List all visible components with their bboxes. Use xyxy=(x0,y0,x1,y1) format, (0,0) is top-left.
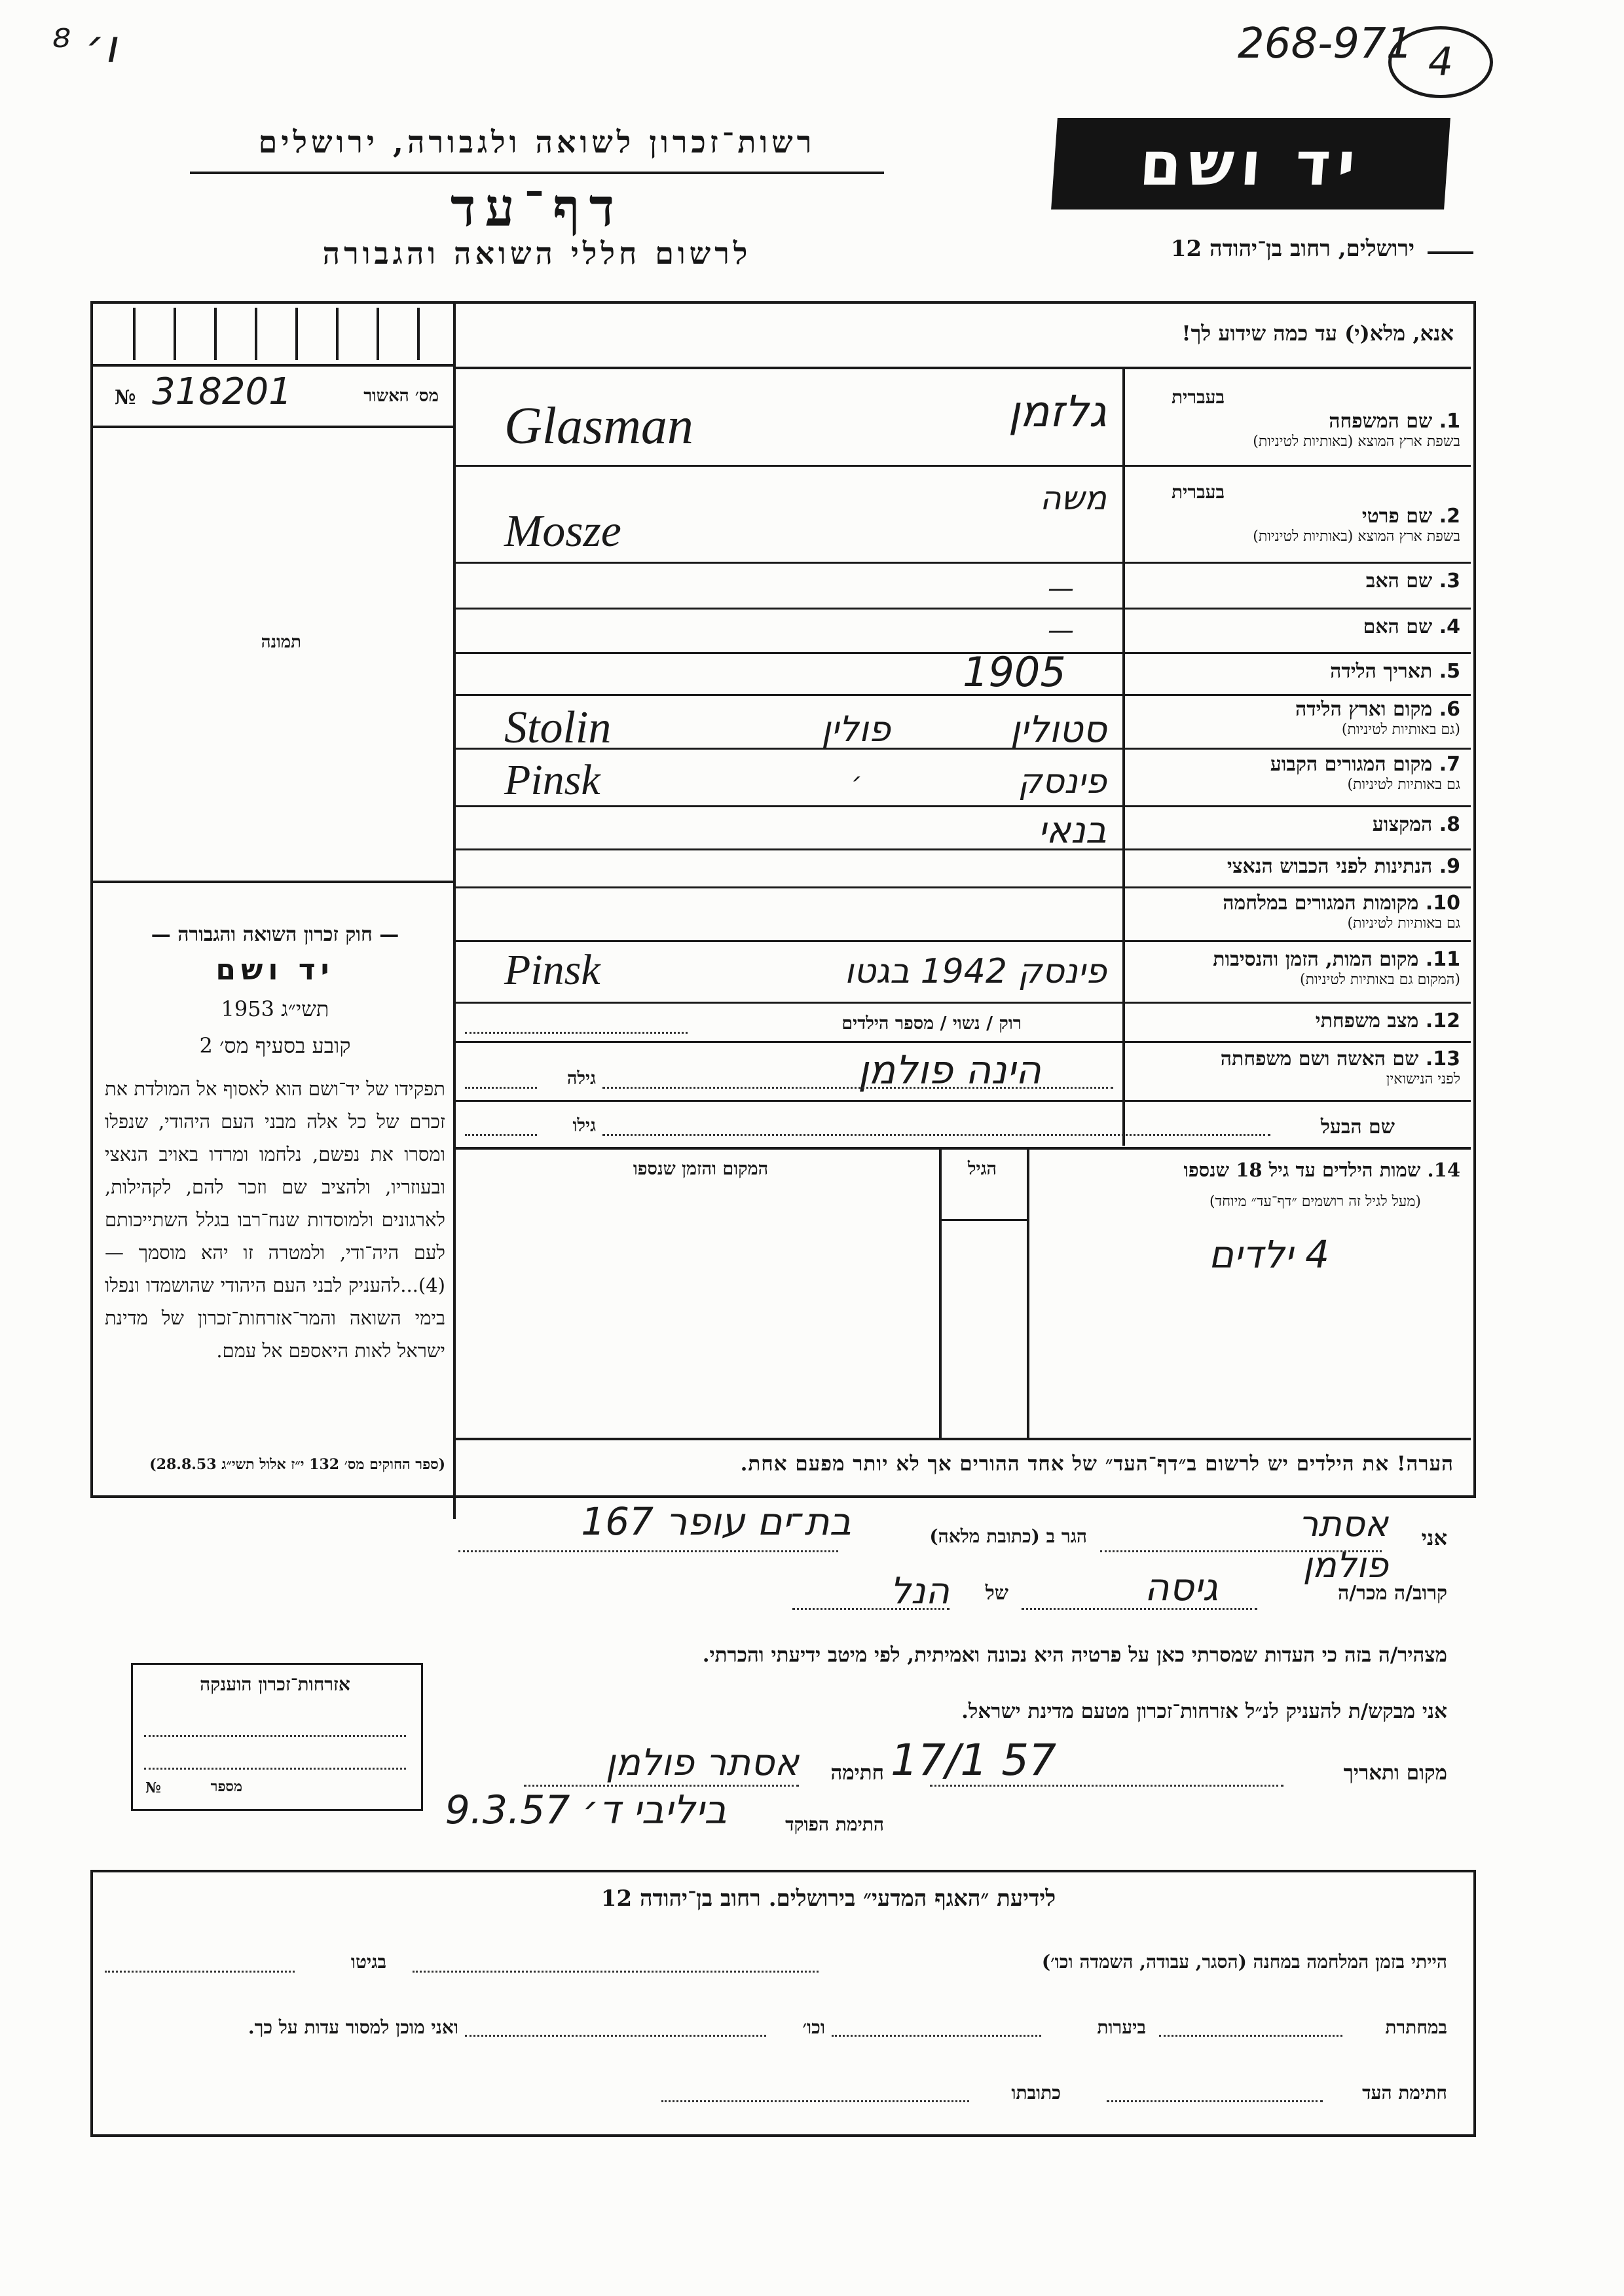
field-number: 10. xyxy=(1425,892,1460,915)
death-place-latin: Pinsk xyxy=(504,946,600,994)
left-column-divider xyxy=(453,301,456,1519)
citizenship-dots-1 xyxy=(144,1735,406,1737)
row-sep-10 xyxy=(456,940,1471,942)
field-label-text: שם האשה ושם משפחתה xyxy=(1220,1048,1419,1070)
decl-of-label: של xyxy=(985,1582,1008,1605)
surname-latin: Glasman xyxy=(504,397,693,455)
label-column-divider xyxy=(1122,367,1125,1146)
children-age-header: הגיל xyxy=(967,1159,997,1179)
field-number: 13. xyxy=(1425,1048,1460,1070)
field-label-3 xyxy=(1133,570,1460,592)
bottom-line2-b: ביערות xyxy=(1097,2016,1146,2038)
decl-place-date-label: מקום ותאריך xyxy=(1343,1761,1447,1785)
field-row-5 xyxy=(1133,660,1467,683)
husband-age-label: גילו xyxy=(572,1116,596,1136)
field-label-text: שם המשפחה xyxy=(1329,410,1433,433)
field-row-12 xyxy=(1133,1010,1467,1032)
bottom-line1-dots xyxy=(413,1971,819,1973)
approval-bottom-line xyxy=(93,426,454,428)
husband-label: שם הבעל xyxy=(1320,1116,1395,1139)
field-number: 5. xyxy=(1439,660,1460,683)
children-header-line xyxy=(942,1219,1027,1221)
birthplace-latin: Stolin xyxy=(504,702,612,753)
decl-i-label: אני xyxy=(1421,1525,1447,1550)
decl-address-dots xyxy=(458,1550,838,1552)
field-number: 6. xyxy=(1439,698,1460,721)
field-row-11 xyxy=(1133,948,1467,988)
approval-prefix: № xyxy=(115,386,136,409)
law-reference: (ספר החוקים מס׳ 132 י״ז אלול תשי״ג 28.8.53) xyxy=(149,1456,445,1473)
field-number: 12. xyxy=(1425,1010,1460,1032)
wife-age-label: גילה xyxy=(566,1068,596,1089)
field-sublabel: בשפת ארץ המוצא (באותיות לטיניות) xyxy=(1253,433,1460,450)
circled-page-number xyxy=(1388,26,1493,98)
law-logo: יד ושם xyxy=(215,953,335,987)
decl-of-dots xyxy=(792,1608,950,1610)
birth-date: 1905 xyxy=(963,648,1066,696)
decl-relation-dots xyxy=(1022,1608,1257,1610)
bottom-sig-dots xyxy=(1107,2100,1323,2102)
bottom-line2-dots-a xyxy=(1159,2035,1342,2037)
field-label-text: שם פרטי xyxy=(1361,505,1433,528)
field-number: 7. xyxy=(1439,753,1460,776)
field-number: 3. xyxy=(1439,570,1460,592)
citizenship-title: אזרחות־זכרון הוענקה xyxy=(200,1673,350,1695)
field-row-4 xyxy=(1133,615,1467,638)
form-instruction: אנא, מלא(י) עד כמה שידוע לך! xyxy=(1181,321,1454,346)
approval-number: 318201 xyxy=(152,371,292,413)
page-title: דף־עד xyxy=(450,177,624,238)
field-label-11 xyxy=(1133,948,1460,971)
approval-tick-strip xyxy=(95,308,452,360)
decl-date: 17/1 57 xyxy=(891,1735,1057,1785)
children-sub: (מעל לגיל זה רושמים ״דף־עד״ מיוחד) xyxy=(1209,1194,1421,1210)
children-col-divider-1 xyxy=(939,1150,942,1438)
field-label-8 xyxy=(1133,813,1460,836)
bottom-sig-label: חתימת העד xyxy=(1362,2082,1447,2104)
reference-number: 268-971 xyxy=(1238,20,1413,68)
decl-signature: אסתר פולמן xyxy=(605,1741,799,1784)
field-row-3 xyxy=(1133,570,1467,592)
field-sublabel: גם באותיות לטיניות) xyxy=(1347,776,1460,793)
circled-number-text: 4 xyxy=(1428,39,1454,85)
marital-dots xyxy=(465,1032,688,1034)
decl-officer-label: התימת הפוקד xyxy=(785,1813,884,1835)
bottom-addr-dots xyxy=(661,2100,969,2102)
firstname-hebrew: משה xyxy=(1039,479,1107,517)
husband-age-dots xyxy=(465,1134,537,1136)
note-top-line xyxy=(456,1438,1471,1440)
bottom-line1-start: הייתי בזמן המלחמה במחנה (הסגר, עבודה, השמדה וכו׳) xyxy=(1041,1951,1447,1973)
birth-country-hebrew: פולין xyxy=(821,708,891,750)
wife-age-dots xyxy=(465,1087,537,1089)
field-label-12 xyxy=(1133,1010,1460,1032)
decl-relation: גיסה xyxy=(1144,1565,1218,1609)
bottom-line1-end-dots xyxy=(105,1971,295,1973)
field-label-9 xyxy=(1133,855,1460,878)
field-label-7 xyxy=(1133,753,1460,776)
address-line: ירושלים, רחוב בן־יהודה 12 xyxy=(1170,236,1414,262)
children-label xyxy=(1041,1159,1460,1182)
field-row-13 xyxy=(1133,1048,1467,1087)
field-label-2 xyxy=(1133,505,1460,528)
field-label-5 xyxy=(1133,660,1460,683)
field-number: 9. xyxy=(1439,855,1460,878)
hebrew-col-header-2: בעברית xyxy=(1171,481,1225,503)
field-label-text: שם האם xyxy=(1363,615,1433,638)
children-entry: 4 ילדים xyxy=(1208,1232,1329,1277)
field-row-2 xyxy=(1133,505,1467,545)
citizenship-number-label: מספר xyxy=(210,1778,242,1795)
photo-label: תמונה xyxy=(261,632,301,652)
decl-witness-name: אסתר פולמן xyxy=(1298,1503,1388,1586)
residence-tick: ׳ xyxy=(851,767,862,797)
father-name-dash: — xyxy=(1048,574,1074,604)
field-number: 11. xyxy=(1425,948,1460,971)
children-place-header: המקום והזמן שנספו xyxy=(633,1159,769,1179)
field-number: 8. xyxy=(1439,813,1460,836)
field-label-text: תאריך הלידה xyxy=(1330,660,1433,683)
field-label-text: מצב משפחתי xyxy=(1315,1010,1419,1032)
field-sublabel: (המקום גם באותיות לטיניות) xyxy=(1300,972,1460,988)
surname-hebrew: גלזמן xyxy=(1008,386,1107,437)
bottom-line2-dots-c xyxy=(465,2035,766,2037)
law-body: תפקידו של יד־ושם הוא לאסוף אל המולדת את זכרם של כל אלה מבני העם היהודי, שנפלו ומסרו את נפשם, נלחמו ומרדו באויב הנאצי ובעוזריו, ולהציב שם וזכר להם, לקהילות, לארגונים ולמוסדות שנח־רבו בגלל השתייכותם לעם היה־ודי, ולמטרה זו יהא מוסמך — (4)...להעניק לבני העם היהודי שהושמדו ונפלו בימי השואה והמר־אזרחות־זכרון של מדינת ישראל לאות היאספם אל עמם. xyxy=(105,1078,445,1362)
field-label-13 xyxy=(1133,1048,1460,1070)
bottom-line2-c: וכו׳ xyxy=(802,2016,825,2038)
row-sep-3 xyxy=(456,608,1471,610)
decl-relation-label: קרוב/ה מכר/ה xyxy=(1338,1582,1447,1605)
note-text: הערה! את הילדים יש לרשום ב״דף־העד״ של אחד ההורים אך לא יותר מפעם אחת. xyxy=(740,1452,1454,1476)
approval-top-line xyxy=(93,364,454,367)
law-section: קובע בסעיף מס׳ 2 xyxy=(199,1033,351,1058)
decl-lives-label: הגר ב (כתובת מלאה) xyxy=(929,1525,1087,1547)
decl-of-value: הנל xyxy=(890,1570,950,1613)
field-number: 1. xyxy=(1439,410,1460,433)
citizenship-dots-2 xyxy=(144,1768,406,1770)
children-title: שמות הילדים עד גיל 18 שנספו xyxy=(1183,1159,1421,1181)
hebrew-col-header-1: בעברית xyxy=(1171,386,1225,408)
row-sep-11 xyxy=(456,1002,1471,1004)
field-sublabel: גם באותיות לטיניות) xyxy=(1347,915,1460,932)
field-sublabel: (גם באותיות לטיניות) xyxy=(1341,721,1460,738)
field-row-10 xyxy=(1133,892,1467,932)
field-row-7 xyxy=(1133,753,1467,793)
authority-underline xyxy=(190,172,884,174)
field-label-10 xyxy=(1133,892,1460,915)
decl-address: בת־ים עופר 167 xyxy=(581,1499,851,1544)
field-row-6 xyxy=(1133,698,1467,738)
field-row-9 xyxy=(1133,855,1467,878)
firstname-latin: Mosze xyxy=(504,506,621,556)
field-label-text: שם האב xyxy=(1365,570,1433,592)
row-sep-13 xyxy=(456,1100,1471,1102)
authority-line: רשות־זכרון לשואה ולגבורה, ירושלים xyxy=(258,124,816,160)
decl-signature-dots xyxy=(524,1785,799,1787)
row-sep-14 xyxy=(456,1147,1471,1150)
death-details-hebrew: פינסק 1942 בגטו xyxy=(844,952,1107,991)
field-label-text: מקומות המגורים במלחמה xyxy=(1223,892,1419,915)
page-subtitle: לרשום חללי השואה והגבורה xyxy=(322,236,752,271)
field-label-text: מקום המות, הזמן והנסיבות xyxy=(1213,948,1419,971)
wife-name-hebrew: הינה פולמן xyxy=(858,1048,1041,1093)
field-sublabel: לפני הנישואין xyxy=(1386,1071,1460,1087)
address-dash xyxy=(1428,251,1473,254)
field-label-text: מקום המגורים הקבוע xyxy=(1270,753,1433,776)
decl-date-dots xyxy=(930,1785,1283,1787)
decl-statement: מצהיר/ה בזה כי העדות שמסרתי כאן על פרטיה היא נכונה ואמיתית, לפי מיטב ידיעתי והכרתי. xyxy=(702,1643,1447,1667)
yad-vashem-logo xyxy=(1051,118,1450,210)
decl-name-dots xyxy=(1100,1550,1382,1552)
photo-bottom-line xyxy=(93,881,454,883)
row-sep-2 xyxy=(456,562,1471,564)
bottom-line1-end: בגיטו xyxy=(350,1951,386,1973)
citizenship-prefix: № xyxy=(145,1779,161,1796)
decl-signature-label: חתימה xyxy=(830,1761,884,1785)
corner-handwritten-mark: ו׳ ⁸ xyxy=(52,20,117,73)
field-number: 2. xyxy=(1439,505,1460,528)
decl-request: אני מבקש/ת להעניק לנ״ל אזרחות־זכרון מטעם מדינת ישראל. xyxy=(961,1700,1447,1723)
children-num: 14. xyxy=(1427,1159,1460,1181)
law-year: תשי״ג 1953 xyxy=(221,996,329,1021)
field-label-4 xyxy=(1133,615,1460,638)
approval-label: מס׳ האשור xyxy=(363,386,439,406)
bottom-addr-label: כתובתו xyxy=(1011,2082,1061,2104)
field-label-text: מקום וארץ הלידה xyxy=(1295,698,1433,721)
field-row-1 xyxy=(1133,410,1467,450)
field-row-8 xyxy=(1133,813,1467,836)
decl-officer-signature: ביליבי ד׳ 9.3.57 xyxy=(445,1787,727,1833)
field-label-text: המקצוע xyxy=(1372,813,1433,836)
row-sep-9 xyxy=(456,886,1471,888)
mother-name-dash: — xyxy=(1048,615,1074,646)
bottom-title: לידיעת ״האגף המדעי״ בירושלים. רחוב בן־יהודה 12 xyxy=(600,1886,1056,1912)
marital-options: רוק / נשוי / מספר הילדים xyxy=(841,1013,1022,1034)
bottom-line2-a: במחתרת xyxy=(1385,2016,1447,2038)
row-sep-1 xyxy=(456,465,1471,467)
residence-hebrew: פינסק xyxy=(1018,762,1107,801)
birthplace-hebrew: סטולין xyxy=(1010,708,1107,751)
field-label-text: הנתינות לפני הכבוש הנאצי xyxy=(1227,855,1433,878)
logo-text: יד ושם xyxy=(1137,128,1365,199)
children-col-divider-2 xyxy=(1027,1150,1029,1438)
field-sublabel: בשפת ארץ המוצא (באותיות לטיניות) xyxy=(1253,528,1460,545)
row-sep-12 xyxy=(456,1041,1471,1043)
husband-name-dots xyxy=(602,1134,1270,1136)
profession-hebrew: בנאי xyxy=(1038,809,1107,852)
bottom-line2-d: ואני מוכן למסור עדות על כך. xyxy=(248,2016,458,2038)
field-label-6 xyxy=(1133,698,1460,721)
row-sep-7 xyxy=(456,805,1471,807)
field-label-1 xyxy=(1133,410,1460,433)
wife-name-dots xyxy=(602,1087,1113,1089)
bottom-line2-dots-b xyxy=(832,2035,1041,2037)
instruction-separator xyxy=(456,367,1471,369)
law-title: — חוק זכרון השואה והגבורה — xyxy=(151,923,399,946)
residence-latin: Pinsk xyxy=(504,756,600,804)
field-number: 4. xyxy=(1439,615,1460,638)
